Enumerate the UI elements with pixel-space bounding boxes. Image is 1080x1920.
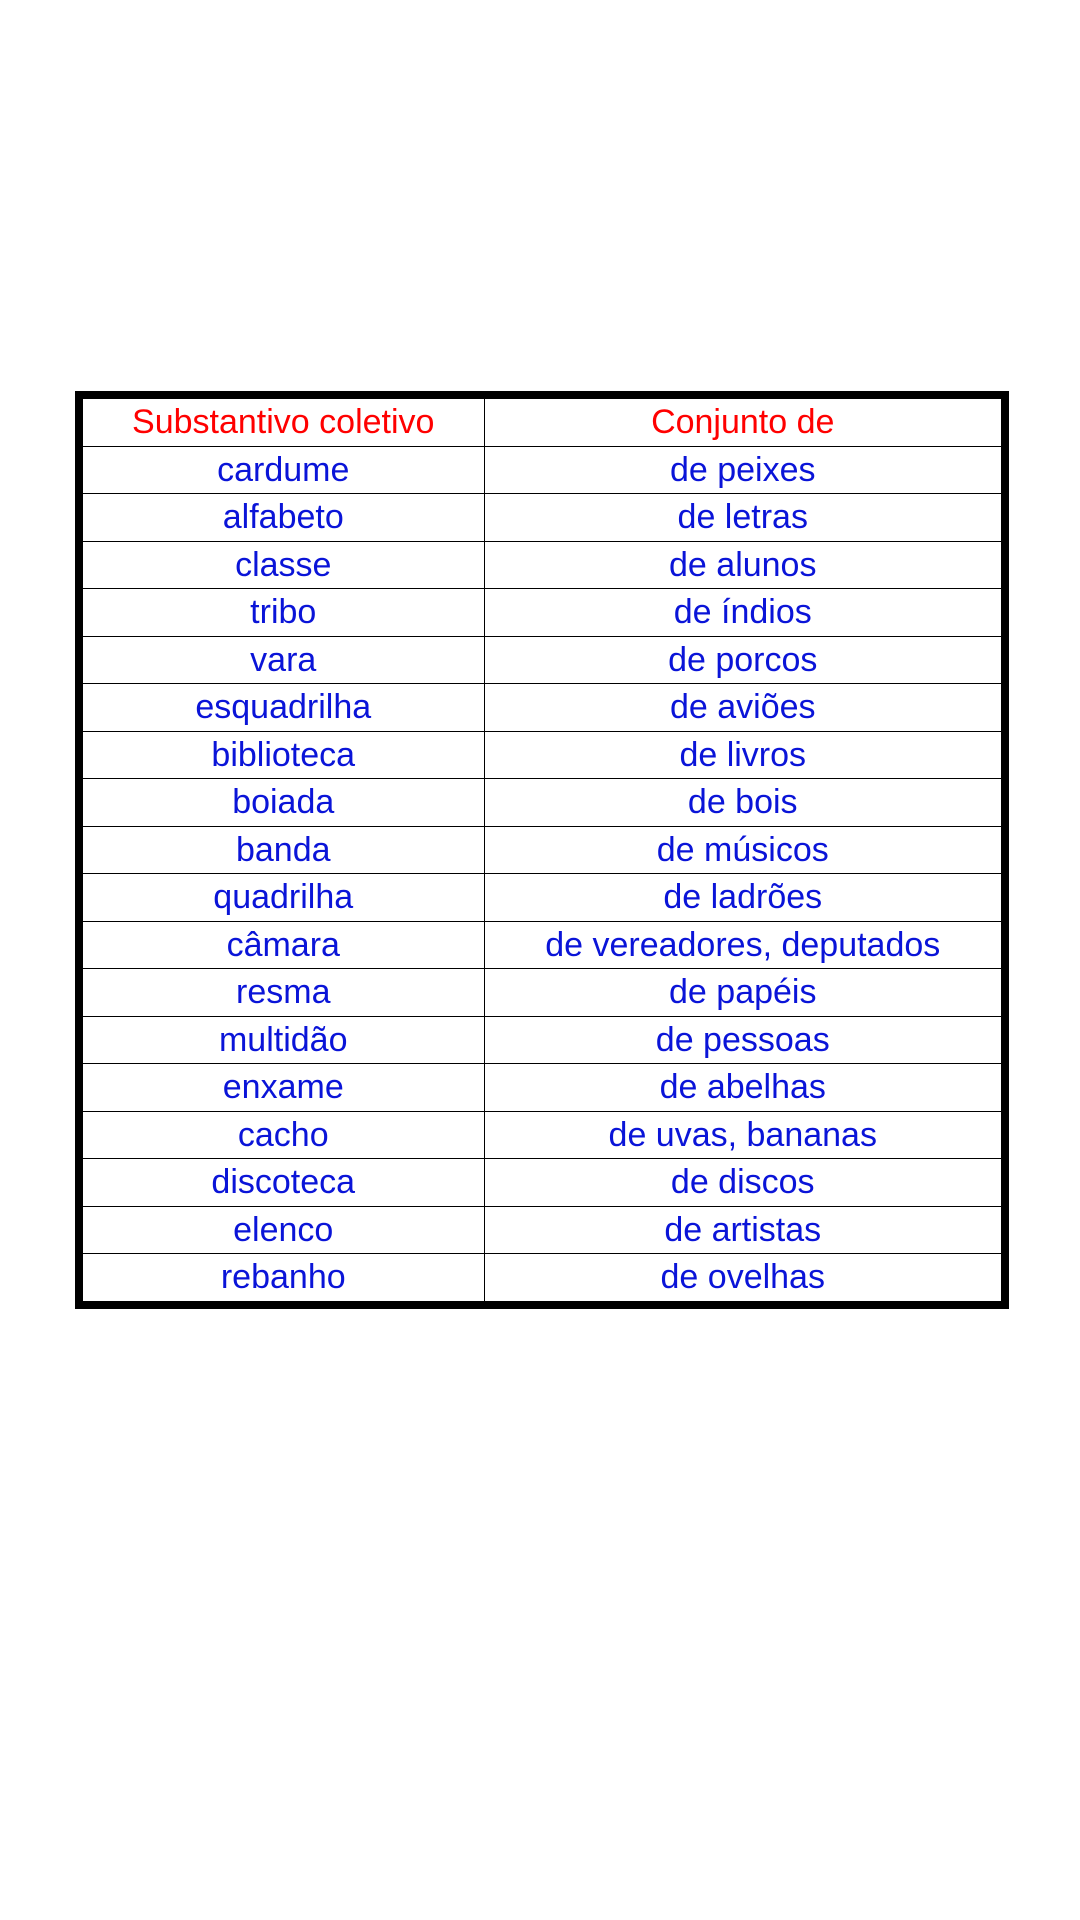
table-row xyxy=(83,921,1001,969)
collective-noun-cell: vara xyxy=(83,636,484,684)
collective-noun-cell: enxame xyxy=(83,1064,484,1112)
table-row xyxy=(83,1254,1001,1301)
set-of-cell: de músicos xyxy=(484,826,1001,874)
collective-noun-cell: discoteca xyxy=(83,1159,484,1207)
table-row xyxy=(83,1016,1001,1064)
set-of-cell: de aviões xyxy=(484,684,1001,732)
table-row xyxy=(83,874,1001,922)
collective-noun-cell: banda xyxy=(83,826,484,874)
collective-nouns-table xyxy=(83,399,1001,1301)
set-of-cell: de letras xyxy=(484,494,1001,542)
collective-noun-cell: tribo xyxy=(83,589,484,637)
collective-noun-cell: biblioteca xyxy=(83,731,484,779)
collective-noun-cell: esquadrilha xyxy=(83,684,484,732)
collective-noun-cell: câmara xyxy=(83,921,484,969)
table-row xyxy=(83,636,1001,684)
set-of-cell: de ladrões xyxy=(484,874,1001,922)
header-set-of: Conjunto de xyxy=(484,399,1001,446)
set-of-cell: de ovelhas xyxy=(660,1258,825,1297)
collective-noun-cell: classe xyxy=(83,541,484,589)
collective-noun-cell: rebanho xyxy=(83,1254,484,1301)
table-row xyxy=(83,541,1001,589)
set-of-cell: de índios xyxy=(484,589,1001,637)
collective-noun-cell: multidão xyxy=(83,1016,484,1064)
header-collective-noun: Substantivo coletivo xyxy=(83,399,484,446)
set-of-cell: de porcos xyxy=(484,636,1001,684)
set-of-cell: de peixes xyxy=(484,446,1001,494)
table-row xyxy=(83,1064,1001,1112)
set-of-cell: de uvas, bananas xyxy=(484,1111,1001,1159)
table-row xyxy=(83,826,1001,874)
set-of-cell: de pessoas xyxy=(484,1016,1001,1064)
set-of-cell: de discos xyxy=(484,1159,1001,1207)
table-header-row xyxy=(83,399,1001,446)
set-of-cell: de papéis xyxy=(484,969,1001,1017)
collective-noun-cell: resma xyxy=(83,969,484,1017)
table-row xyxy=(83,779,1001,827)
table-row xyxy=(83,1159,1001,1207)
table-row xyxy=(83,1111,1001,1159)
table-row xyxy=(83,589,1001,637)
table-row xyxy=(83,731,1001,779)
collective-noun-cell: quadrilha xyxy=(83,874,484,922)
set-of-cell: de vereadores, deputados xyxy=(484,921,1001,969)
set-of-cell: de bois xyxy=(484,779,1001,827)
set-of-cell: de alunos xyxy=(484,541,1001,589)
set-of-cell: de livros xyxy=(484,731,1001,779)
collective-noun-cell: alfabeto xyxy=(83,494,484,542)
collective-noun-cell: cacho xyxy=(83,1111,484,1159)
table-row xyxy=(83,969,1001,1017)
collective-noun-cell: cardume xyxy=(83,446,484,494)
table-body xyxy=(83,399,1001,1301)
set-of-cell: de abelhas xyxy=(484,1064,1001,1112)
collective-nouns-table-frame xyxy=(75,391,1009,1309)
table-row xyxy=(83,684,1001,732)
collective-noun-cell: boiada xyxy=(83,779,484,827)
table-row xyxy=(83,446,1001,494)
table-row xyxy=(83,494,1001,542)
set-of-cell: de artistas xyxy=(484,1206,1001,1254)
collective-noun-cell: elenco xyxy=(83,1206,484,1254)
table-row xyxy=(83,1206,1001,1254)
